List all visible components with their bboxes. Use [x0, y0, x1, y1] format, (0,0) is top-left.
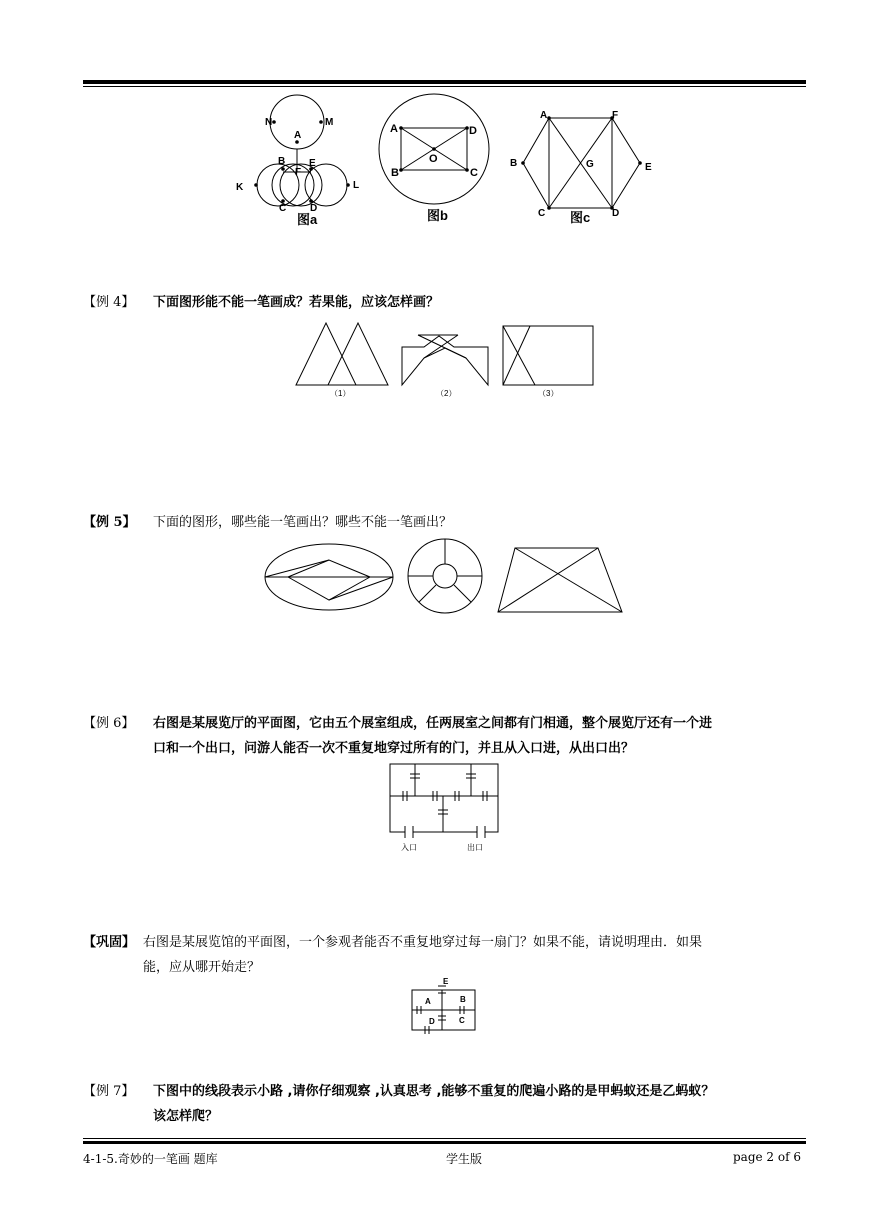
fig-c-label-D: D — [612, 208, 620, 219]
example-4-caption-1: （1） — [330, 389, 351, 398]
example-4 — [83, 290, 813, 315]
example-6-line2: 口和一个出口，问游人能否一次不重复地穿过所有的门，并且从入口进，从出口出？ — [153, 741, 635, 756]
example-6-entrance-label: 入口 — [401, 843, 417, 852]
example-6-floorplan — [385, 760, 505, 855]
fig-c-label-B: B — [510, 158, 518, 169]
consolidation-tag: 【巩固】 — [83, 935, 136, 950]
fig-b-label-C: C — [470, 167, 478, 179]
consolidation-floorplan — [405, 976, 480, 1036]
fig-c-label-A: A — [540, 110, 548, 121]
fig-a-label-E: E — [309, 158, 316, 169]
example-5-tag: 【例 5】 — [83, 515, 136, 530]
consolidation-line1: 右图是某展览馆的平面图，一个参观者能否不重复地穿过每一扇门？如果不能，请说明理由．如果 — [143, 935, 703, 950]
example-5-figures — [260, 538, 630, 618]
consolidation-label-A: A — [425, 997, 431, 1006]
example-4-figures — [290, 320, 600, 400]
fig-a-label-A: A — [294, 130, 302, 141]
footer-page-number: page 2 of 6 — [733, 1150, 801, 1164]
header-rule-thin — [83, 86, 806, 87]
footer-left: 4-1-5.奇妙的一笔画 题库 — [83, 1152, 218, 1166]
consolidation-label-B: B — [460, 995, 466, 1004]
example-6-exit-label: 出口 — [467, 843, 483, 852]
consolidation-label-D: D — [429, 1017, 435, 1026]
fig-c-label-F: F — [612, 110, 619, 121]
fig-c-label-G: G — [586, 159, 594, 170]
consolidation-label-E: E — [443, 977, 449, 986]
figure-c — [505, 105, 655, 230]
fig-a-label-C: C — [279, 203, 287, 214]
example-7-line1: 下图中的线段表示小路 ,请你仔细观察 ,认真思考 ,能够不重复的爬遍小路的是甲蚂蚁还是乙蚂蚁？ — [153, 1084, 715, 1099]
footer-center: 学生版 — [446, 1152, 483, 1166]
fig-b-label-D: D — [469, 125, 477, 137]
example-5 — [83, 510, 813, 535]
fig-b-label-O: O — [429, 153, 438, 165]
example-7-tag: 【例 7】 — [83, 1084, 135, 1099]
consolidation-label-C: C — [459, 1016, 465, 1025]
header-rule-thick — [83, 80, 806, 84]
footer-rule-thick — [83, 1141, 806, 1144]
example-6 — [83, 711, 813, 761]
fig-b-label-B: B — [391, 167, 399, 179]
fig-a-label-B: B — [278, 156, 286, 167]
example-4-tag: 【例 4】 — [83, 295, 135, 310]
fig-b-caption: 图b — [427, 208, 448, 223]
example-4-caption-2: （2） — [436, 389, 457, 398]
example-6-line1: 右图是某展览厅的平面图，它由五个展室组成，任两展室之间都有门相通，整个展览厅还有一个进 — [153, 716, 713, 731]
example-7 — [83, 1079, 813, 1129]
example-4-text: 下面图形能不能一笔画成？若果能，应该怎样画？ — [153, 295, 440, 310]
fig-c-label-E: E — [645, 162, 652, 173]
consolidation-line2: 能，应从哪开始走？ — [143, 960, 261, 975]
fig-a-label-M: M — [325, 117, 334, 128]
figure-b — [375, 92, 495, 230]
example-7-line2: 该怎样爬？ — [153, 1109, 219, 1124]
fig-a-caption: 图a — [297, 212, 318, 227]
consolidation — [83, 930, 813, 980]
fig-a-label-L: L — [353, 180, 360, 191]
example-4-caption-3: （3） — [538, 389, 559, 398]
fig-a-label-F: F — [295, 167, 302, 178]
fig-c-caption: 图c — [570, 210, 591, 225]
example-6-tag: 【例 6】 — [83, 716, 135, 731]
fig-a-label-K: K — [236, 182, 244, 193]
footer-rule-thin — [83, 1138, 806, 1139]
fig-b-label-A: A — [390, 123, 398, 135]
figure-a — [230, 90, 370, 230]
fig-a-label-N: N — [265, 117, 273, 128]
fig-c-label-C: C — [538, 208, 546, 219]
example-5-text: 下面的图形，哪些能一笔画出？哪些不能一笔画出？ — [153, 515, 453, 530]
fig-a-label-D: D — [310, 203, 318, 214]
